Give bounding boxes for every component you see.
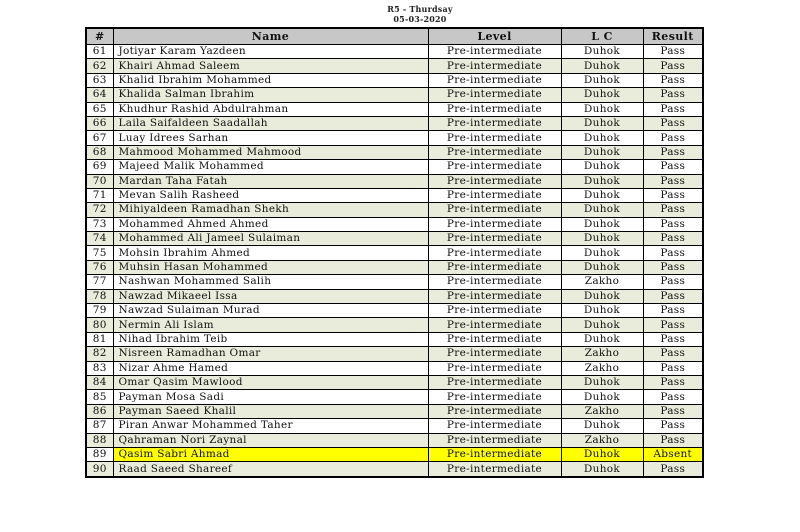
cell-level: Pre-intermediate [428, 347, 561, 361]
cell-name: Nashwan Mohammed Salih [113, 275, 428, 289]
table-row [86, 404, 703, 418]
cell-name: Piran Anwar Mohammed Taher [113, 419, 428, 433]
title-session: R5 - Thurdsay [387, 4, 453, 14]
cell-number: 87 [86, 419, 113, 433]
cell-lc: Duhok [561, 45, 643, 59]
cell-lc: Zakho [561, 275, 643, 289]
cell-name: Khalida Salman Ibrahim [113, 88, 428, 102]
cell-lc: Zakho [561, 347, 643, 361]
cell-number: 90 [86, 462, 113, 477]
document-title [0, 4, 800, 24]
cell-lc: Duhok [561, 116, 643, 130]
cell-level: Pre-intermediate [428, 160, 561, 174]
cell-result: Pass [643, 433, 703, 447]
cell-name: Payman Mosa Sadi [113, 390, 428, 404]
cell-lc: Duhok [561, 174, 643, 188]
cell-name: Mihiyaldeen Ramadhan Shekh [113, 203, 428, 217]
cell-number: 74 [86, 232, 113, 246]
table-row [86, 347, 703, 361]
title-date: 05-03-2020 [393, 14, 447, 24]
cell-result: Pass [643, 462, 703, 477]
cell-level: Pre-intermediate [428, 145, 561, 159]
cell-result: Pass [643, 88, 703, 102]
cell-lc: Duhok [561, 390, 643, 404]
table-row [86, 289, 703, 303]
table-row [86, 419, 703, 433]
table-row [86, 88, 703, 102]
cell-name: Nisreen Ramadhan Omar [113, 347, 428, 361]
cell-lc: Duhok [561, 318, 643, 332]
table-row [86, 188, 703, 202]
cell-name: Laila Saifaldeen Saadallah [113, 116, 428, 130]
cell-name: Jotiyar Karam Yazdeen [113, 45, 428, 59]
table-row [86, 246, 703, 260]
cell-lc: Duhok [561, 260, 643, 274]
cell-lc: Duhok [561, 73, 643, 87]
cell-lc: Zakho [561, 433, 643, 447]
cell-name: Mohammed Ali Jameel Sulaiman [113, 232, 428, 246]
cell-number: 69 [86, 160, 113, 174]
cell-result: Pass [643, 390, 703, 404]
table-row [86, 375, 703, 389]
cell-result: Pass [643, 275, 703, 289]
cell-level: Pre-intermediate [428, 390, 561, 404]
cell-lc: Zakho [561, 404, 643, 418]
cell-number: 62 [86, 59, 113, 73]
cell-result: Pass [643, 304, 703, 318]
table-row [86, 45, 703, 59]
table-row [86, 73, 703, 87]
cell-number: 61 [86, 45, 113, 59]
cell-name: Omar Qasim Mawlood [113, 375, 428, 389]
cell-name: Mahmood Mohammed Mahmood [113, 145, 428, 159]
cell-level: Pre-intermediate [428, 404, 561, 418]
cell-name: Mohammed Ahmed Ahmed [113, 217, 428, 231]
cell-result: Pass [643, 73, 703, 87]
cell-number: 78 [86, 289, 113, 303]
cell-result: Pass [643, 45, 703, 59]
cell-number: 83 [86, 361, 113, 375]
table-row [86, 390, 703, 404]
cell-level: Pre-intermediate [428, 433, 561, 447]
cell-name: Muhsin Hasan Mohammed [113, 260, 428, 274]
cell-level: Pre-intermediate [428, 203, 561, 217]
cell-name: Nawzad Mikaeel Issa [113, 289, 428, 303]
cell-name: Nermin Ali Islam [113, 318, 428, 332]
cell-level: Pre-intermediate [428, 289, 561, 303]
cell-name: Luay Idrees Sarhan [113, 131, 428, 145]
cell-level: Pre-intermediate [428, 188, 561, 202]
cell-lc: Duhok [561, 145, 643, 159]
cell-level: Pre-intermediate [428, 88, 561, 102]
cell-lc: Duhok [561, 188, 643, 202]
cell-result: Absent [643, 447, 703, 461]
cell-result: Pass [643, 246, 703, 260]
table-row [86, 462, 703, 477]
table-row [86, 102, 703, 116]
table-body [86, 45, 703, 477]
cell-name: Nawzad Sulaiman Murad [113, 304, 428, 318]
cell-result: Pass [643, 59, 703, 73]
cell-lc: Zakho [561, 361, 643, 375]
cell-lc: Duhok [561, 447, 643, 461]
cell-number: 86 [86, 404, 113, 418]
table-row [86, 160, 703, 174]
header-name: Name [113, 28, 428, 45]
cell-number: 80 [86, 318, 113, 332]
table-row [86, 217, 703, 231]
cell-number: 81 [86, 332, 113, 346]
cell-name: Majeed Malik Mohammed [113, 160, 428, 174]
cell-lc: Duhok [561, 289, 643, 303]
cell-name: Khairi Ahmad Saleem [113, 59, 428, 73]
table-row [86, 260, 703, 274]
cell-level: Pre-intermediate [428, 174, 561, 188]
cell-lc: Duhok [561, 102, 643, 116]
cell-level: Pre-intermediate [428, 246, 561, 260]
cell-result: Pass [643, 332, 703, 346]
table-row [86, 304, 703, 318]
table-row [86, 447, 703, 461]
table-row [86, 59, 703, 73]
cell-result: Pass [643, 217, 703, 231]
table-row [86, 361, 703, 375]
cell-result: Pass [643, 260, 703, 274]
table-row [86, 145, 703, 159]
cell-number: 77 [86, 275, 113, 289]
table-row [86, 275, 703, 289]
cell-name: Mevan Salih Rasheed [113, 188, 428, 202]
table-row [86, 131, 703, 145]
cell-result: Pass [643, 289, 703, 303]
cell-number: 82 [86, 347, 113, 361]
cell-number: 75 [86, 246, 113, 260]
cell-result: Pass [643, 347, 703, 361]
cell-level: Pre-intermediate [428, 73, 561, 87]
cell-number: 76 [86, 260, 113, 274]
cell-lc: Duhok [561, 88, 643, 102]
cell-name: Mohsin Ibrahim Ahmed [113, 246, 428, 260]
cell-number: 84 [86, 375, 113, 389]
header-result: Result [643, 28, 703, 45]
cell-number: 88 [86, 433, 113, 447]
cell-level: Pre-intermediate [428, 361, 561, 375]
cell-level: Pre-intermediate [428, 217, 561, 231]
cell-name: Nihad Ibrahim Teib [113, 332, 428, 346]
cell-number: 72 [86, 203, 113, 217]
cell-name: Payman Saeed Khalil [113, 404, 428, 418]
cell-result: Pass [643, 188, 703, 202]
cell-name: Khalid Ibrahim Mohammed [113, 73, 428, 87]
cell-name: Qahraman Nori Zaynal [113, 433, 428, 447]
cell-number: 89 [86, 447, 113, 461]
cell-number: 67 [86, 131, 113, 145]
cell-level: Pre-intermediate [428, 304, 561, 318]
table-header [86, 28, 703, 45]
cell-lc: Duhok [561, 375, 643, 389]
table-row [86, 203, 703, 217]
cell-number: 65 [86, 102, 113, 116]
cell-level: Pre-intermediate [428, 260, 561, 274]
cell-number: 85 [86, 390, 113, 404]
cell-level: Pre-intermediate [428, 232, 561, 246]
cell-lc: Duhok [561, 217, 643, 231]
cell-number: 64 [86, 88, 113, 102]
cell-name: Khudhur Rashid Abdulrahman [113, 102, 428, 116]
header-lc: L C [561, 28, 643, 45]
cell-level: Pre-intermediate [428, 102, 561, 116]
cell-lc: Duhok [561, 232, 643, 246]
cell-number: 63 [86, 73, 113, 87]
cell-number: 71 [86, 188, 113, 202]
cell-result: Pass [643, 160, 703, 174]
table-row [86, 318, 703, 332]
table-row [86, 174, 703, 188]
cell-lc: Duhok [561, 419, 643, 433]
cell-level: Pre-intermediate [428, 419, 561, 433]
cell-level: Pre-intermediate [428, 131, 561, 145]
cell-name: Nizar Ahme Hamed [113, 361, 428, 375]
cell-result: Pass [643, 145, 703, 159]
cell-name: Mardan Taha Fatah [113, 174, 428, 188]
cell-number: 79 [86, 304, 113, 318]
cell-lc: Duhok [561, 332, 643, 346]
cell-result: Pass [643, 375, 703, 389]
cell-lc: Duhok [561, 462, 643, 477]
table-row [86, 232, 703, 246]
header-level: Level [428, 28, 561, 45]
cell-lc: Duhok [561, 246, 643, 260]
table-row [86, 433, 703, 447]
cell-result: Pass [643, 361, 703, 375]
cell-result: Pass [643, 174, 703, 188]
cell-level: Pre-intermediate [428, 447, 561, 461]
cell-number: 73 [86, 217, 113, 231]
cell-number: 70 [86, 174, 113, 188]
cell-result: Pass [643, 131, 703, 145]
cell-name: Qasim Sabri Ahmad [113, 447, 428, 461]
cell-level: Pre-intermediate [428, 45, 561, 59]
cell-level: Pre-intermediate [428, 116, 561, 130]
cell-level: Pre-intermediate [428, 59, 561, 73]
cell-result: Pass [643, 102, 703, 116]
cell-result: Pass [643, 203, 703, 217]
cell-result: Pass [643, 232, 703, 246]
cell-level: Pre-intermediate [428, 275, 561, 289]
cell-level: Pre-intermediate [428, 318, 561, 332]
cell-lc: Duhok [561, 304, 643, 318]
table-row [86, 116, 703, 130]
cell-number: 66 [86, 116, 113, 130]
cell-number: 68 [86, 145, 113, 159]
cell-lc: Duhok [561, 203, 643, 217]
cell-name: Raad Saeed Shareef [113, 462, 428, 477]
header-number: # [86, 28, 113, 45]
cell-level: Pre-intermediate [428, 375, 561, 389]
cell-result: Pass [643, 419, 703, 433]
cell-lc: Duhok [561, 160, 643, 174]
table-row [86, 332, 703, 346]
cell-result: Pass [643, 116, 703, 130]
cell-lc: Duhok [561, 131, 643, 145]
cell-level: Pre-intermediate [428, 332, 561, 346]
results-table [85, 27, 704, 478]
cell-lc: Duhok [561, 59, 643, 73]
cell-level: Pre-intermediate [428, 462, 561, 477]
cell-result: Pass [643, 318, 703, 332]
cell-result: Pass [643, 404, 703, 418]
